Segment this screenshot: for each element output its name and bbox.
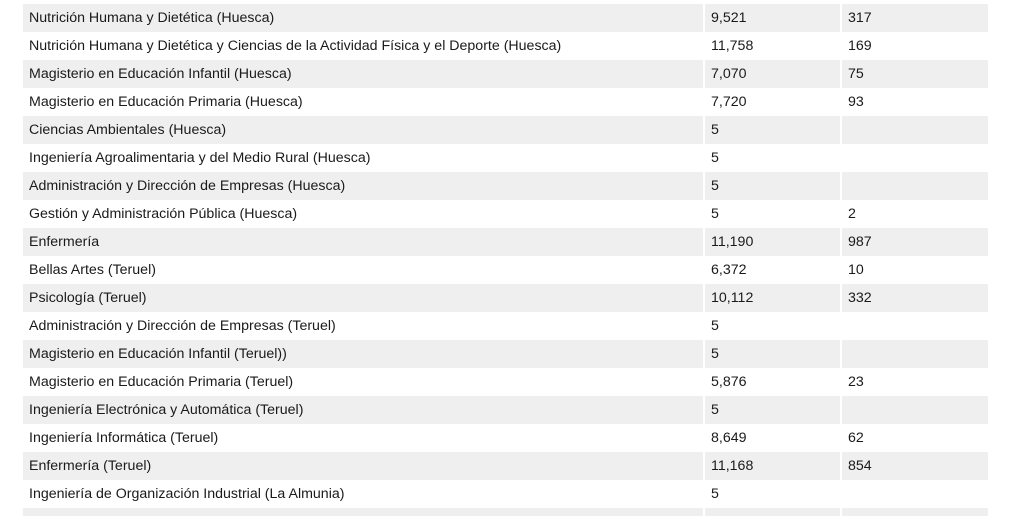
- count-cell: [840, 340, 988, 368]
- cutoff-grade-cell: 11,190: [703, 228, 840, 256]
- table-row: [23, 144, 988, 172]
- count-cell: 93: [840, 88, 988, 116]
- cutoff-grade-cell: [703, 508, 840, 516]
- cutoff-grade-cell: 7,070: [703, 60, 840, 88]
- degree-name-cell: Ingeniería Agroalimentaria y del Medio Rural (Huesca): [23, 144, 703, 172]
- count-cell: [840, 312, 988, 340]
- cutoff-grade-cell: 5: [703, 200, 840, 228]
- table-row: [23, 32, 988, 60]
- count-cell: [840, 172, 988, 200]
- table-row: [23, 228, 988, 256]
- count-cell: 169: [840, 32, 988, 60]
- cutoff-grade-cell: 5: [703, 312, 840, 340]
- degree-name-cell: Ingeniería de Organización Industrial (La Almunia): [23, 480, 703, 508]
- degree-name-cell: Bellas Artes (Teruel): [23, 256, 703, 284]
- degree-name-cell: Ciencias Ambientales (Huesca): [23, 116, 703, 144]
- count-cell: 10: [840, 256, 988, 284]
- table-row: [23, 424, 988, 452]
- table-row: [23, 256, 988, 284]
- table-row: [23, 340, 988, 368]
- cutoff-grade-cell: 5: [703, 144, 840, 172]
- count-cell: 987: [840, 228, 988, 256]
- table-body: [23, 4, 988, 516]
- table-row: [23, 284, 988, 312]
- degree-name-cell: Ingeniería Informática (Teruel): [23, 424, 703, 452]
- count-cell: 317: [840, 4, 988, 32]
- table-row: [23, 88, 988, 116]
- count-cell: 23: [840, 368, 988, 396]
- degree-name-cell: Magisterio en Educación Primaria (Huesca): [23, 88, 703, 116]
- count-cell: [840, 144, 988, 172]
- degree-name-cell: Magisterio en Educación Primaria (Teruel): [23, 368, 703, 396]
- count-cell: 332: [840, 284, 988, 312]
- cutoff-grade-cell: 11,168: [703, 452, 840, 480]
- cutoff-grade-cell: 6,372: [703, 256, 840, 284]
- degree-name-cell: Administración y Dirección de Empresas (Huesca): [23, 172, 703, 200]
- degree-name-cell: Nutrición Humana y Dietética y Ciencias de la Actividad Física y el Deporte (Huesca): [23, 32, 703, 60]
- cutoff-grade-cell: 5: [703, 480, 840, 508]
- table-row: [23, 452, 988, 480]
- table-row: [23, 172, 988, 200]
- degree-name-cell: Magisterio en Educación Infantil (Huesca): [23, 60, 703, 88]
- degree-name-cell: Nutrición Humana y Dietética (Huesca): [23, 4, 703, 32]
- degree-name-cell: Enfermería: [23, 228, 703, 256]
- count-cell: [840, 396, 988, 424]
- cutoff-grade-cell: 5: [703, 172, 840, 200]
- cutoff-grade-cell: 9,521: [703, 4, 840, 32]
- table-row: [23, 60, 988, 88]
- table-row: [23, 200, 988, 228]
- cutoff-grade-cell: 11,758: [703, 32, 840, 60]
- table-row: [23, 508, 988, 516]
- cutoff-grade-cell: 5: [703, 340, 840, 368]
- table-row: [23, 312, 988, 340]
- cutoff-grade-cell: 5: [703, 116, 840, 144]
- degree-name-cell: Magisterio en Educación Infantil (Teruel)): [23, 340, 703, 368]
- cutoff-grade-cell: 5,876: [703, 368, 840, 396]
- count-cell: [840, 480, 988, 508]
- degree-name-cell: Administración y Dirección de Empresas (Teruel): [23, 312, 703, 340]
- cutoff-grade-cell: 10,112: [703, 284, 840, 312]
- count-cell: [840, 116, 988, 144]
- degree-name-cell: Gestión y Administración Pública (Huesca): [23, 200, 703, 228]
- count-cell: 2: [840, 200, 988, 228]
- grades-table: [23, 4, 988, 516]
- table-row: [23, 4, 988, 32]
- data-table-container: [23, 4, 988, 516]
- count-cell: 75: [840, 60, 988, 88]
- count-cell: 62: [840, 424, 988, 452]
- cutoff-grade-cell: 7,720: [703, 88, 840, 116]
- degree-name-cell: Psicología (Teruel): [23, 284, 703, 312]
- count-cell: 854: [840, 452, 988, 480]
- count-cell: [840, 508, 988, 516]
- table-row: [23, 116, 988, 144]
- table-row: [23, 480, 988, 508]
- table-row: [23, 368, 988, 396]
- degree-name-cell: Enfermería (Teruel): [23, 452, 703, 480]
- degree-name-cell: [23, 508, 703, 516]
- cutoff-grade-cell: 5: [703, 396, 840, 424]
- cutoff-grade-cell: 8,649: [703, 424, 840, 452]
- table-row: [23, 396, 988, 424]
- degree-name-cell: Ingeniería Electrónica y Automática (Teruel): [23, 396, 703, 424]
